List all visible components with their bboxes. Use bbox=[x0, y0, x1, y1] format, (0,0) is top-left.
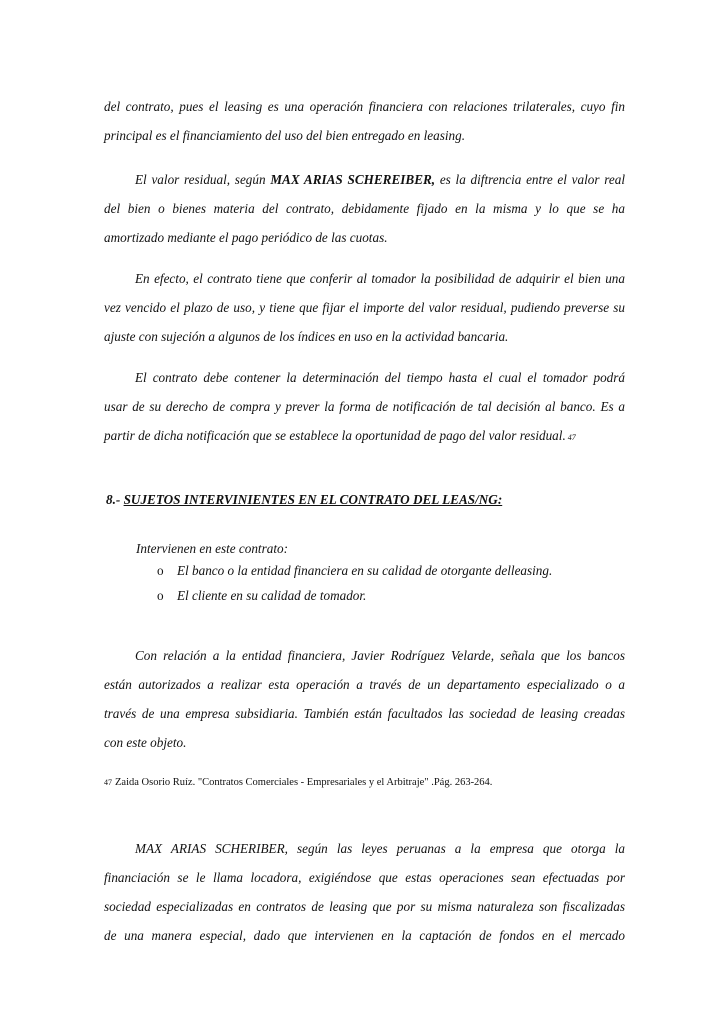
text-line bbox=[104, 165, 625, 194]
paragraph-purchase-option bbox=[104, 264, 625, 351]
list-item-text: El cliente en su calidad de tomador. bbox=[177, 588, 367, 603]
text-line bbox=[104, 421, 625, 452]
text-line: amortizado mediante el pago periódico de las cuotas. bbox=[104, 230, 388, 245]
paragraph-contract-purpose bbox=[104, 92, 625, 150]
paragraph-residual-value bbox=[104, 165, 625, 252]
text-line: financiación se le llama locadora, exigiéndose que estas operaciones sean efectuadas por bbox=[104, 870, 625, 885]
text-line: usar de su derecho de compra y prever la forma de notificación de tal decisión al banco. Es a bbox=[104, 399, 625, 414]
author-name: MAX ARIAS SCHEREIBER, bbox=[270, 172, 436, 187]
footnote-text: Zaida Osorio Ruíz. "Contratos Comerciales - Empresariales y el Arbitraje" .Pág. 263-264. bbox=[115, 777, 493, 788]
text-line: través de una empresa subsidiaria. También están facultados las sociedad de leasing creadas bbox=[104, 706, 625, 721]
text-line: En efecto, el contrato tiene que conferir al tomador la posibilidad de adquirir el bien una bbox=[135, 271, 625, 286]
text-line: Con relación a la entidad financiera, Javier Rodríguez Velarde, señala que los bancos bbox=[135, 648, 625, 663]
text-line: ajuste con sujeción a algunos de los índices en uso en la actividad bancaria. bbox=[104, 329, 509, 344]
text-segment: El valor residual, según bbox=[135, 172, 271, 187]
text-line: del contrato, pues el leasing es una operación financiera con relaciones trilaterales, cuyo fin bbox=[104, 99, 625, 114]
text-line: del bien o bienes materia del contrato, debidamente fijado en la misma y lo que se ha bbox=[104, 201, 625, 216]
text-line: están autorizados a realizar esta operación a través de un departamento especializado o a bbox=[104, 677, 625, 692]
text-line: de una manera especial, dado que intervienen en la captación de fondos en el mercado bbox=[104, 928, 625, 943]
bullet-icon: o bbox=[157, 588, 164, 603]
paragraph-financial-entity bbox=[104, 641, 625, 757]
text-line: MAX ARIAS SCHERIBER, según las leyes peruanas a la empresa que otorga la bbox=[135, 841, 625, 856]
footnote-number: 47 bbox=[104, 778, 112, 787]
section-number: 8.- bbox=[106, 492, 124, 507]
text-segment: es la diftrencia entre el valor real bbox=[435, 172, 626, 187]
text-segment: partir de dicha notificación que se establece la oportunidad de pago del valor residual. bbox=[104, 428, 566, 443]
paragraph-purchase-term bbox=[104, 363, 625, 452]
text-line: sociedad especializadas en contratos de leasing que por su misma naturaleza son fiscalizadas bbox=[104, 899, 625, 914]
paragraph-lessor bbox=[104, 834, 625, 950]
footnote bbox=[104, 777, 492, 788]
footnote-reference: 47 bbox=[567, 433, 576, 442]
bullet-icon: o bbox=[157, 563, 164, 578]
text-line: principal es el financiamiento del uso del bien entregado en leasing. bbox=[104, 128, 466, 143]
text-line: El contrato debe contener la determinación del tiempo hasta el cual el tomador podrá bbox=[135, 370, 625, 385]
list-item bbox=[157, 588, 366, 604]
text-line: vez vencido el plazo de uso, y tiene que fijar el importe del valor residual, pudiendo preverse su bbox=[104, 300, 625, 315]
section-heading bbox=[106, 492, 502, 508]
list-item-text: El banco o la entidad financiera en su calidad de otorgante delleasing. bbox=[177, 563, 553, 578]
section-title: SUJETOS INTERVINIENTES EN EL CONTRATO DEL LEAS/NG: bbox=[123, 492, 503, 507]
list-item bbox=[157, 563, 552, 579]
text-line: con este objeto. bbox=[104, 735, 187, 750]
list-intro: Intervienen en este contrato: bbox=[136, 541, 288, 556]
